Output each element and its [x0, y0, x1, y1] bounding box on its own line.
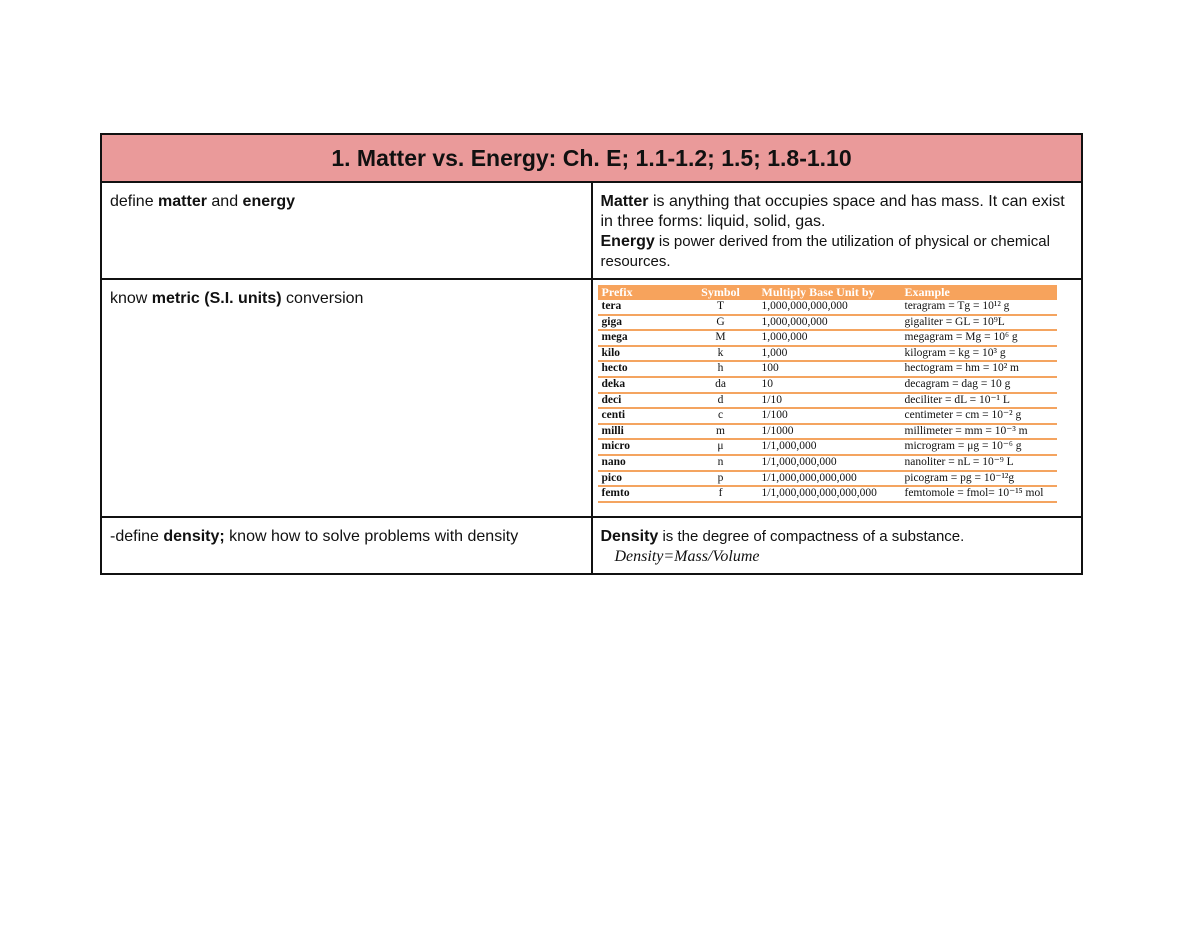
table-row [101, 182, 1082, 279]
definition: is the degree of compactness of a substance. [658, 528, 965, 545]
prefix-multiplier: 1/1,000,000,000,000,000 [750, 486, 901, 502]
keyword: density; [163, 528, 225, 545]
prefix-name: tera [598, 300, 692, 315]
table-row [598, 471, 1057, 487]
objective-cell [101, 182, 592, 279]
prefix-example: picogram = pg = 10⁻¹²g [901, 471, 1057, 487]
prefix-example: nanoliter = nL = 10⁻⁹ L [901, 455, 1057, 471]
table-row [598, 361, 1057, 377]
table-row [101, 517, 1082, 574]
keyword: energy [242, 193, 296, 210]
prefix-example: millimeter = mm = 10⁻³ m [901, 424, 1057, 440]
prefix-symbol: m [692, 424, 750, 440]
si-prefix-table [598, 285, 1057, 503]
prefix-symbol: μ [692, 439, 750, 455]
prefix-multiplier: 1/1,000,000,000 [750, 455, 901, 471]
prefix-symbol: f [692, 486, 750, 502]
prefix-symbol: c [692, 408, 750, 424]
prefix-name: micro [598, 439, 692, 455]
prefix-multiplier: 1,000 [750, 346, 901, 362]
text-fragment: conversion [281, 290, 364, 307]
prefix-multiplier: 1/1,000,000 [750, 439, 901, 455]
prefix-symbol: T [692, 300, 750, 315]
keyword: metric (S.I. units) [151, 290, 282, 307]
prefix-multiplier: 100 [750, 361, 901, 377]
prefix-example: centimeter = cm = 10⁻² g [901, 408, 1057, 424]
table-row [598, 393, 1057, 409]
prefix-table-header [598, 285, 1057, 300]
objective-text [102, 518, 591, 553]
answer-cell [592, 517, 1083, 574]
prefix-multiplier: 1,000,000,000 [750, 315, 901, 331]
column-header: Symbol [692, 285, 750, 300]
prefix-name: mega [598, 330, 692, 346]
prefix-symbol: h [692, 361, 750, 377]
prefix-name: kilo [598, 346, 692, 362]
text-fragment: know how to solve problems with density [224, 528, 519, 545]
answer-text [593, 518, 1082, 573]
objective-cell [101, 517, 592, 574]
table-row [598, 439, 1057, 455]
prefix-multiplier: 1,000,000,000,000 [750, 300, 901, 315]
prefix-name: deci [598, 393, 692, 409]
text-fragment: -define [110, 528, 164, 545]
answer-cell [592, 182, 1083, 279]
table-row [598, 315, 1057, 331]
text-fragment: know [110, 290, 152, 307]
table-row [598, 300, 1057, 315]
text-fragment: define [110, 193, 159, 210]
prefix-multiplier: 1/1000 [750, 424, 901, 440]
column-header: Multiply Base Unit by [750, 285, 901, 300]
prefix-multiplier: 1/100 [750, 408, 901, 424]
table-row [598, 408, 1057, 424]
prefix-example: microgram = μg = 10⁻⁶ g [901, 439, 1057, 455]
study-guide-table [100, 133, 1083, 575]
column-header: Example [901, 285, 1057, 300]
prefix-example: teragram = Tg = 10¹² g [901, 300, 1057, 315]
prefix-example: deciliter = dL = 10⁻¹ L [901, 393, 1057, 409]
table-row [598, 455, 1057, 471]
table-row [598, 486, 1057, 502]
prefix-symbol: n [692, 455, 750, 471]
prefix-example: kilogram = kg = 10³ g [901, 346, 1057, 362]
objective-text [102, 183, 591, 218]
prefix-symbol: k [692, 346, 750, 362]
prefix-symbol: d [692, 393, 750, 409]
prefix-multiplier: 1/10 [750, 393, 901, 409]
prefix-multiplier: 1,000,000 [750, 330, 901, 346]
prefix-name: pico [598, 471, 692, 487]
prefix-example: femtomole = fmol= 10⁻¹⁵ mol [901, 486, 1057, 502]
definition: is anything that occupies space and has mass. It can exist in three forms: liquid, solid, gas. [600, 193, 1065, 230]
prefix-example: megagram = Mg = 10⁶ g [901, 330, 1057, 346]
table-row [598, 346, 1057, 362]
section-title: 1. Matter vs. Energy: Ch. E; 1.1-1.2; 1.5; 1.8-1.10 [101, 134, 1082, 182]
prefix-symbol: G [692, 315, 750, 331]
prefix-name: hecto [598, 361, 692, 377]
prefix-example: hectogram = hm = 10² m [901, 361, 1057, 377]
table-row [101, 279, 1082, 517]
keyword: matter [158, 193, 207, 210]
keyword: Matter [600, 193, 649, 210]
prefix-name: milli [598, 424, 692, 440]
table-row [598, 377, 1057, 393]
prefix-multiplier: 10 [750, 377, 901, 393]
prefix-symbol: da [692, 377, 750, 393]
prefix-symbol: p [692, 471, 750, 487]
prefix-symbol: M [692, 330, 750, 346]
table-row [598, 330, 1057, 346]
prefix-name: femto [598, 486, 692, 502]
prefix-example: decagram = dag = 10 g [901, 377, 1057, 393]
objective-text [102, 280, 591, 315]
text-fragment: and [206, 193, 243, 210]
table-row [598, 424, 1057, 440]
density-formula: Density=Mass/Volume [614, 548, 760, 565]
prefix-name: nano [598, 455, 692, 471]
answer-text [593, 183, 1082, 278]
column-header: Prefix [598, 285, 692, 300]
objective-cell [101, 279, 592, 517]
keyword: Density [600, 528, 659, 545]
prefix-multiplier: 1/1,000,000,000,000 [750, 471, 901, 487]
keyword: Energy [600, 233, 655, 250]
prefix-name: centi [598, 408, 692, 424]
prefix-name: giga [598, 315, 692, 331]
answer-cell [592, 279, 1083, 517]
definition: is power derived from the utilization of physical or chemical resources. [600, 233, 1050, 270]
prefix-name: deka [598, 377, 692, 393]
prefix-example: gigaliter = GL = 10⁹L [901, 315, 1057, 331]
